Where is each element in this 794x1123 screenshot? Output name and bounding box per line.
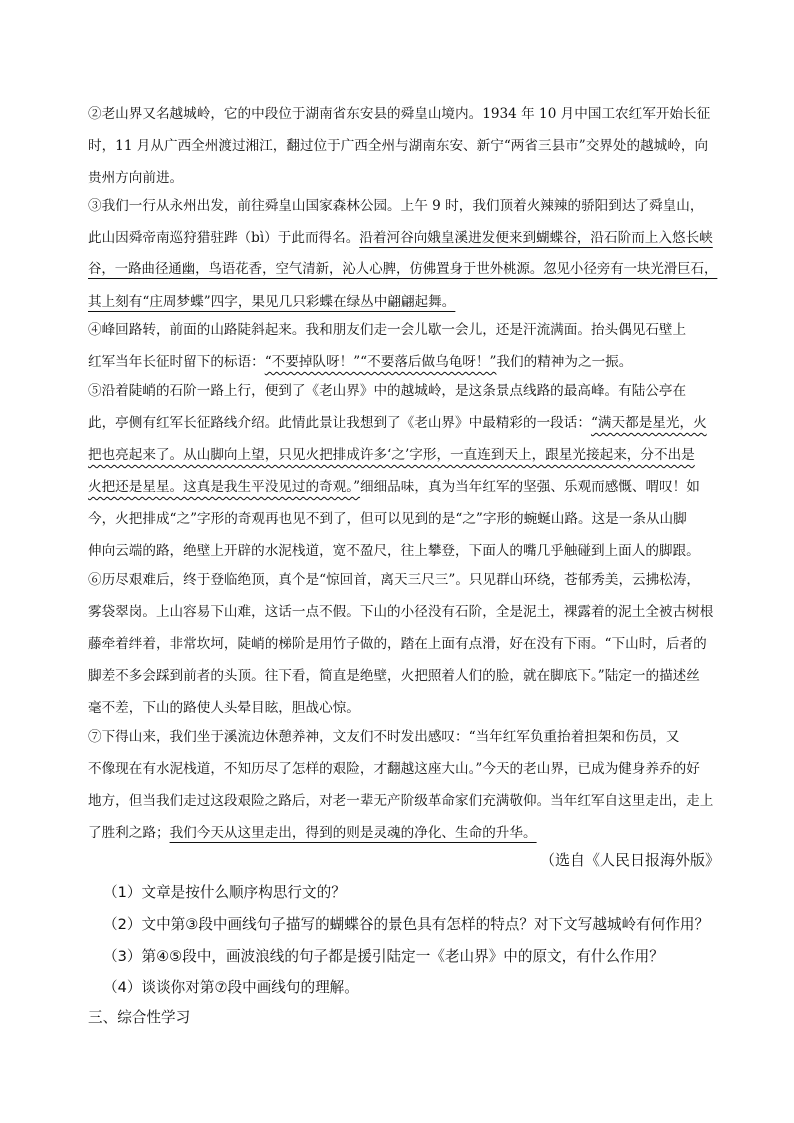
text-line: 伸向云端的路，绝壁上开辟的水泥栈道，宽不盈尺，往上攀登，下面人的嘴几乎触碰到上面人的脚跟。 [88,543,700,559]
wavy-underlined-quote: “不要掉队呀！”“不要落后做乌龟呀！” [264,354,497,370]
text-line: 贵州方向前进。 [88,170,184,186]
question-4: （4）谈谈你对第⑦段中画线句的理解。 [103,979,359,996]
text-line: 毫不差，下山的路使人头晕目眩，胆战心惊。 [88,700,360,716]
question-3: （3）第④⑤段中，画波浪线的句子都是援引陆定一《老山界》中的原文，有什么作用？ [103,948,664,965]
paragraph-7 [88,721,720,849]
section-heading: 三、综合性学习 [88,1009,191,1026]
source-citation: （选自《人民日报海外版》 [539,851,720,869]
text-line: ③我们一行从永州出发，前往舜皇山国家森林公园。上午 9 时，我们顶着火辣辣的骄阳到达了舜皇山， [88,198,704,214]
paragraph-6 [88,564,720,724]
question-2: （2）文中第③段中画线句子描写的蝴蝶谷的景色具有怎样的特点？对下文写越城岭有何作用？ [103,916,710,933]
text-line [88,817,720,849]
text-line: 雾袋翠岗。上山容易下山难，这话一点不假。下山的小径没有石阶，全是泥土，裸露着的泥土全被古树根 [88,604,714,620]
text-line: ⑥历尽艰难后，终于登临绝顶，真个是“惊回首，离天三尺三”。只见群山环绕，苍郁秀美，云拂松涛， [88,572,701,588]
paragraph-2 [88,98,720,194]
text-line: ⑦下得山来，我们坐于溪流边休憩养神，文友们不时发出感叹：“当年红军负重抬着担架和伤员，又 [88,729,680,745]
wavy-underlined-quote: 把也亮起来了。从山脚向上望，只见火把排成许多‘之’字形，一直连到天上，跟星光接起来，分不出是 [88,447,695,463]
text-segment: 细细品味，真为当年红军的坚强、乐观而感慨、喟叹！如 [360,479,700,495]
text-segment: 此，亭侧有红军长征路线介绍。此情此景让我想到了《老山界》中最精彩的一段话： [88,415,591,431]
text-line: ④峰回路转，前面的山路陡斜起来。我和朋友们走一会儿歇一会儿，还是汗流满面。抬头偶见石壁上 [88,322,687,338]
underlined-sentence: 其上刻有“庄周梦蝶”四字，果见几只彩蝶在绿丛中翩翩起舞。 [88,294,456,310]
text-line: 不像现在有水泥栈道，不知历尽了怎样的艰险，才翻越这座大山。”今天的老山界，已成为健身养乔的好 [88,761,700,777]
wavy-underlined-quote: 火把还是星星。这真是我生平没见过的奇观。” [88,479,361,495]
text-line: 藤牵着绊着，非常坎坷，陡峭的梯阶是用竹子做的，踏在上面有点滑，好在没有下雨。“下山时，后者的 [88,636,707,652]
text-line [88,346,720,378]
wavy-underlined-quote: “满天都是星光，火 [590,415,707,431]
paragraph-5 [88,375,720,567]
text-line: 地方，但当我们走过这段艰险之路后，对老一辈无产阶级革命家们充满敬仰。当年红军自这里走出，走上 [88,793,714,809]
text-line: 脚差不多会踩到前者的头顶。往下看，简直是绝壁，火把照着人们的脸，就在脚底下。”陆定一的描述丝 [88,668,700,684]
text-segment: 了胜利之路； [88,825,170,841]
underlined-sentence: 谷，一路曲径通幽，鸟语花香，空气清新，沁人心脾，仿佛置身于世外桃源。忽见小径旁有一块光滑巨石， [88,262,718,277]
text-line: 时，11 月从广西全州渡过湘江，翻过位于广西全州与湖南东安、新宁“两省三县市”交界处的越城岭，向 [88,138,709,154]
text-segment: 我们的精神为之一振。 [496,354,633,370]
paragraph-4 [88,314,720,378]
underlined-sentence: 沿着河谷向娥皇溪进发便来到蝴蝶谷，沿石阶而上入悠长峡 [359,230,713,246]
text-line: ②老山界又名越城岭，它的中段位于湖南省东安县的舜皇山境内。1934 年 10 月中国工农红军开始长征 [88,106,711,122]
text-line [88,407,720,439]
text-line [88,222,720,254]
text-segment: 红军当年长征时留下的标语： [88,354,265,370]
text-line: ⑤沿着陡峭的石阶一路上行，便到了《老山界》中的越城岭，是这条景点线路的最高峰。有陆公亭在 [88,383,687,399]
question-1: （1）文章是按什么顺序构思行文的？ [103,884,346,901]
underlined-sentence: 我们今天从这里走出，得到的则是灵魂的净化、生命的升华。 [169,825,537,841]
text-line: 今，火把排成“之”字形的奇观再也见不到了，但可以见到的是“之”字形的蜿蜒山路。这是一条从山脚 [88,511,687,527]
text-segment: 此山因舜帝南巡狩猎驻跸（bì）于此而得名。 [88,230,360,246]
text-line [88,471,720,503]
paragraph-3 [88,190,720,318]
